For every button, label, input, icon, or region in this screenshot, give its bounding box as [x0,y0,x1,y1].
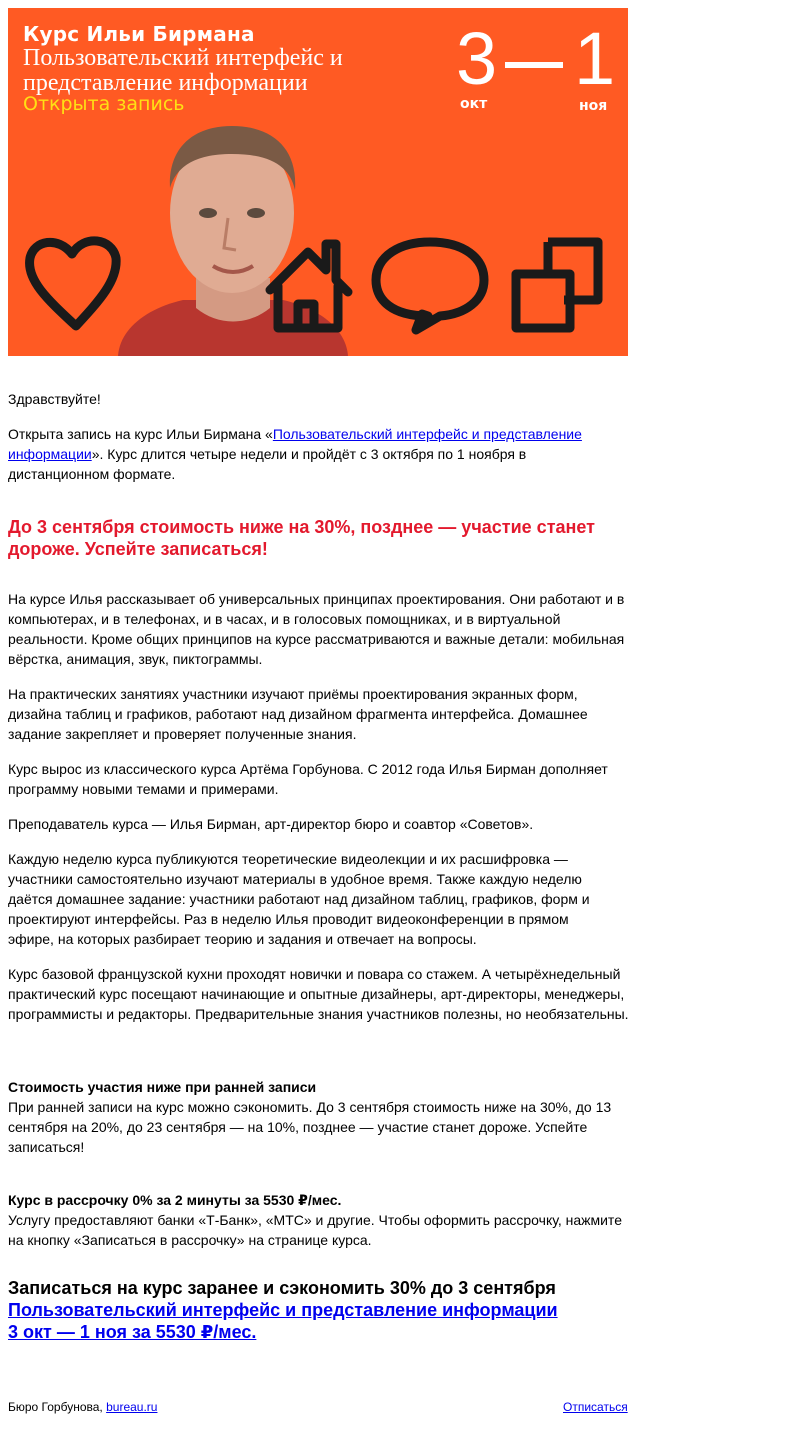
paragraph-principles: На курсе Илья рассказывает об универсальных принципах проектирования. Они работают и в компьютерах, и в телефонах, и в часах, и в голосовых помощниках, и в виртуальной реальности. Кроме общих принципов на курсе рассматриваются и важные детали: мобильная вёрстка, анимация, звук, пиктограммы. [8,591,625,667]
paragraph-audience: Курс базовой французской кухни проходят новички и повара со стажем. А четырёхнедельный практический курс посещают начинающие и опытные дизайнеры, арт-директоры, менеджеры, программисты и редакторы. Предварительные знания участников полезны, но необязательны. [8,966,629,1022]
paragraph-practice: На практических занятиях участники изучают приёмы проектирования экранных форм, дизайна таблиц и графиков, работают над дизайном фрагмента интерфейса. Домашнее задание закрепляет и проверяет полученные знания. [8,686,588,742]
date-dash [505,62,563,68]
enrollment-status: Открыта запись [23,93,185,115]
installment-text: Услугу предоставляют банки «Т-Банк», «МТС» и другие. Чтобы оформить рассрочку, нажмите на кнопку «Записаться в рассрочку» на странице курса. [8,1212,622,1248]
cta-link-title[interactable]: Пользовательский интерфейс и представление информации [8,1300,558,1320]
intro-text-before: Открыта запись на курс Ильи Бирмана « [8,426,273,442]
paragraph-teacher: Преподаватель курса — Илья Бирман, арт-директор бюро и соавтор «Советов». [8,816,534,832]
promo-banner-text: До 3 сентября стоимость ниже на 30%, позднее — участие станет дороже. Успейте записаться! [8,517,595,559]
signup-cta [8,1277,628,1343]
date-start-month: окт [460,96,488,112]
course-banner[interactable] [8,8,628,356]
early-pricing-block [8,1077,633,1157]
installment-heading: Курс в рассрочку 0% за 2 минуты за 5530 ₽/мес. [8,1192,342,1208]
speech-bubble-icon [376,242,484,330]
course-link[interactable]: Пользовательский интерфейс и представление информации [8,426,582,462]
cta-heading: Записаться на курс заранее и сэкономить 30% до 3 сентября [8,1278,556,1298]
early-pricing-heading: Стоимость участия ниже при ранней записи [8,1079,317,1095]
footer-org [8,1399,157,1415]
unsubscribe-link[interactable]: Отписаться [563,1400,628,1414]
heart-icon [30,241,117,326]
intro-paragraph [8,424,598,484]
cta-link-dates[interactable]: 3 окт — 1 ноя за 5530 ₽/мес. [8,1322,257,1342]
date-end-day: 1 [574,17,616,100]
date-start-day: 3 [456,17,498,100]
footer-site-link[interactable]: bureau.ru [106,1400,158,1414]
windows-icon [516,242,598,328]
course-author: Курс Ильи Бирмана [23,22,255,46]
installment-block [8,1190,633,1250]
cta-course-link[interactable] [8,1300,558,1342]
paragraph-history: Курс вырос из классического курса Артёма Горбунова. С 2012 года Илья Бирман дополняет программу новыми темами и примерами. [8,761,608,797]
course-title: Пользовательский интерфейс и представление информации [23,45,343,96]
email-content [8,8,628,356]
intro-text-after: ». Курс длится четыре недели и пройдёт с 3 октября по 1 ноября в дистанционном формате. [8,446,527,482]
greeting: Здравствуйте! [8,391,101,407]
footer-org-name: Бюро Горбунова, [8,1400,107,1414]
paragraph-weekly: Каждую неделю курса публикуются теоретические видеолекции и их расшифровка — участники самостоятельно изучают материалы в удобное время. Также каждую неделю даётся домашнее задание: участники работают над дизайном таблиц, графиков, форм и проектируют интерфейсы. Раз в неделю Илья проводит видеоконференции в прямом эфире, на которых разбирает теорию и задания и отвечает на вопросы. [8,851,590,947]
date-end-month: ноя [579,98,608,114]
footer-unsubscribe [563,1399,628,1415]
early-pricing-text: При ранней записи на курс можно сэкономить. До 3 сентября стоимость ниже на 30%, до 13 сентября на 20%, до 23 сентября — на 10%, позднее — участие станет дороже. Успейте записаться! [8,1099,612,1155]
